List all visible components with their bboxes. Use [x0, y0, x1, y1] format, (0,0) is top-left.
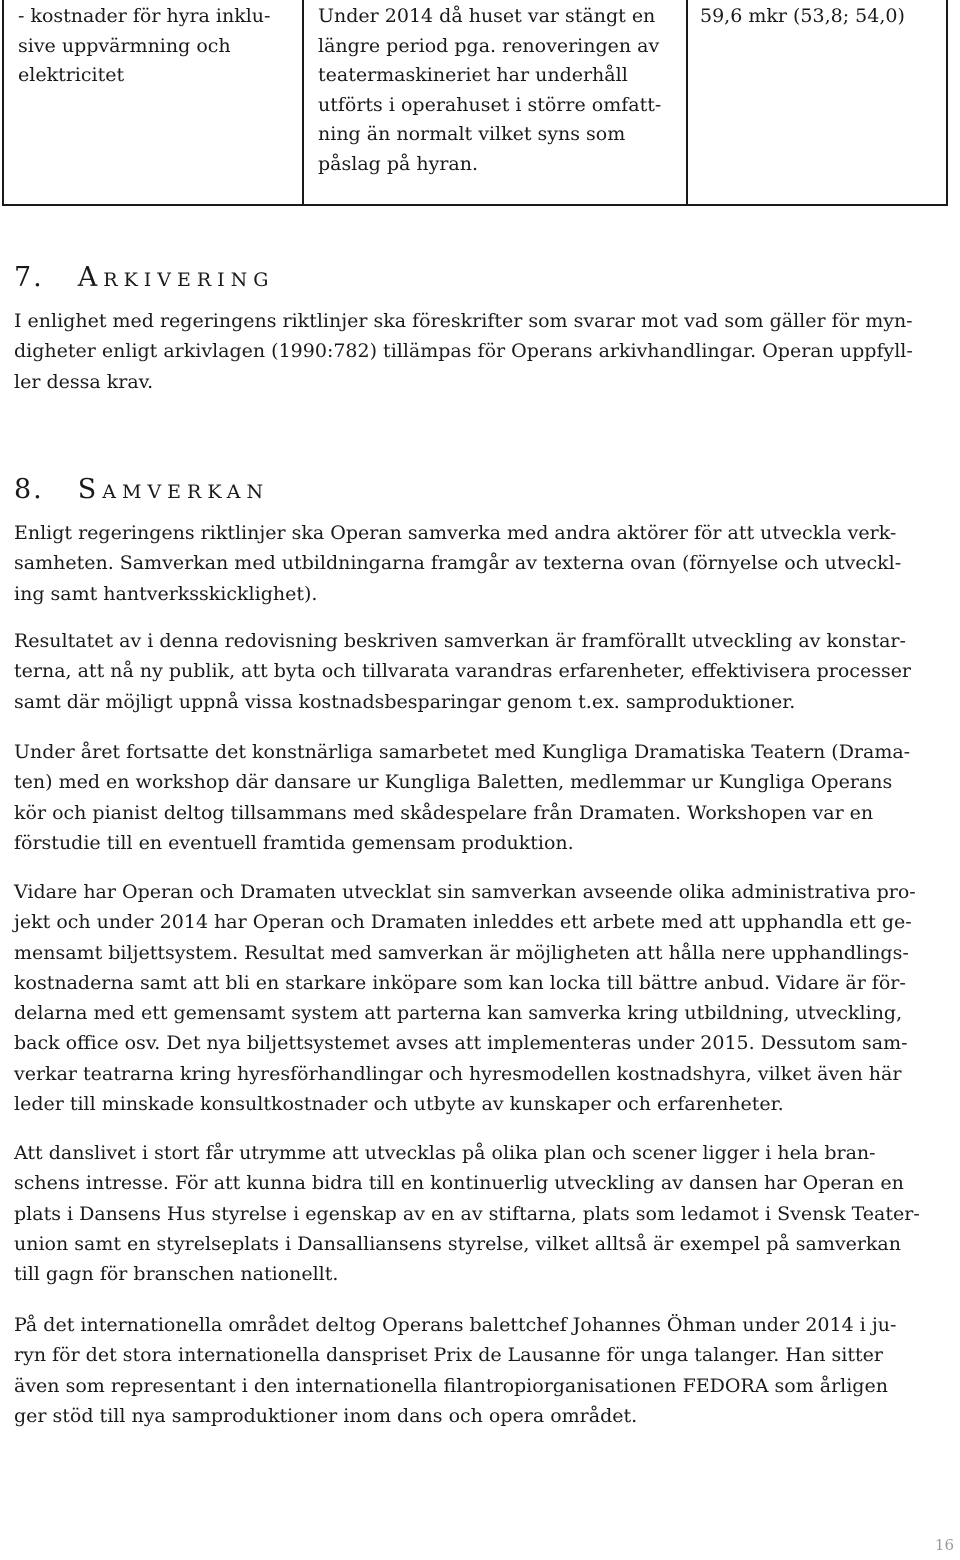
- section-title: Samverkan: [77, 474, 270, 505]
- table-row: [3, 0, 947, 205]
- paragraph: Resultatet av i denna redovisning beskriven samverkan är framförallt utveckling av konstar- terna, att nå ny publik, att byta och tillvarata varandras erfarenheter, effektivisera processer samt där möjligt uppnå vissa kostnadsbesparingar genom t.ex. samproduktioner.: [14, 630, 912, 713]
- table-cell-comment: Under 2014 då huset var stängt en längre period pga. renoveringen av teatermaskineriet har underhåll utförts i operahuset i större omfatt- ning än normalt vilket syns som påslag på hyran.: [303, 0, 687, 205]
- table-cell-cost-type: - kostnader för hyra inklu- sive uppvärmning och elektricitet: [3, 0, 303, 205]
- section-title: Arkivering: [77, 262, 275, 293]
- section-number: 7.: [14, 262, 44, 293]
- section-heading-arkivering: [14, 262, 274, 294]
- table-cell-amount: 59,6 mkr (53,8; 54,0): [687, 0, 947, 205]
- paragraph: Under året fortsatte det konstnärliga samarbetet med Kungliga Dramatiska Teatern (Drama- ten) med en workshop där dansare ur Kungliga Baletten, medlemmar ur Kungliga Operans kör och pianist deltog tillsammans med skådespelare från Dramaten. Workshopen var en förstudie till en eventuell framtida gemensam produktion.: [14, 741, 911, 854]
- section-heading-samverkan: [14, 474, 269, 506]
- paragraph: Vidare har Operan och Dramaten utvecklat sin samverkan avseende olika administrativa pro- jekt och under 2014 har Operan och Dramaten inleddes ett arbete med att upphandla ett ge- mensamt biljettsystem. Resultat med samverkan är möjligheten att hålla nere upphandlings- kostnaderna samt att bli en starkare inköpare som kan locka till bättre anbud. Vidare är för- delarna med ett gemensamt system att parterna kan samverka kring utbildning, utveckling, back office osv. Det nya biljettsystemet avses att implementeras under 2015. Dessutom sam- verkar teatrarna kring hyresförhandlingar och hyresmodellen kostnadshyra, vilket även här leder till minskade konsultkostnader och utbyte av kunskaper och erfarenheter.: [14, 881, 916, 1116]
- budget-table: [2, 0, 948, 206]
- paragraph: I enlighet med regeringens riktlinjer ska föreskrifter som svarar mot vad som gäller för myn- digheter enligt arkivlagen (1990:782) tillämpas för Operans arkivhandlingar. Operan uppfyll- ler dessa krav.: [14, 310, 913, 393]
- paragraph: Att danslivet i stort får utrymme att utvecklas på olika plan och scener ligger i hela bran- schens intresse. För att kunna bidra till en kontinuerlig utveckling av dansen har Operan en plats i Dansens Hus styrelse i egenskap av en av stiftarna, plats som ledamot i Svensk Teater- union samt en styrelseplats i Dansalliansens styrelse, vilket alltså är exempel på samverkan till gagn för branschen nationellt.: [14, 1142, 920, 1286]
- paragraph: Enligt regeringens riktlinjer ska Operan samverka med andra aktörer för att utveckla verk- samheten. Samverkan med utbildningarna framgår av texterna ovan (förnyelse och utveckl- ing samt hantverksskicklighet).: [14, 522, 902, 605]
- page-number: 16: [934, 1536, 954, 1554]
- paragraph: På det internationella området deltog Operans balettchef Johannes Öhman under 2014 i ju- ryn för det stora internationella danspriset Prix de Lausanne för unga talanger. Han sitter även som representant i den internationella filantropiorganisationen FEDORA som årligen ger stöd till nya samproduktioner inom dans och opera området.: [14, 1314, 897, 1427]
- section-number: 8.: [14, 474, 44, 505]
